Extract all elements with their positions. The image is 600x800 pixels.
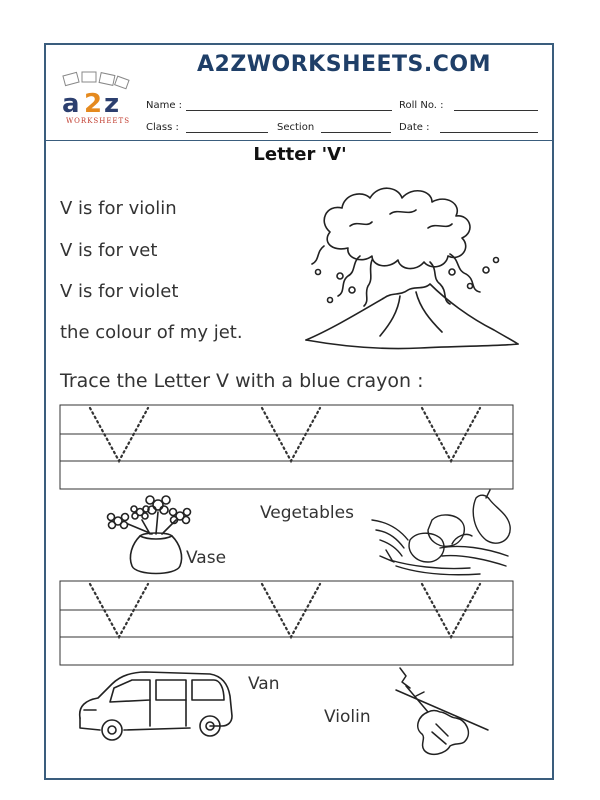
svg-text:2: 2 [84, 89, 103, 119]
section-line [321, 132, 391, 133]
class-line [186, 132, 268, 133]
logo-text: WORKSHEETS [65, 117, 131, 125]
name-line [186, 110, 392, 111]
trace-instruction: Trace the Letter V with a blue crayon : [60, 370, 424, 392]
rhyme-line-4: the colour of my jet. [60, 322, 243, 343]
vegetables-label: Vegetables [260, 503, 354, 523]
van-label: Van [248, 674, 280, 694]
date-field[interactable]: Date : [399, 122, 430, 133]
rhyme-line-3: V is for violet [60, 281, 179, 302]
a2z-logo [58, 70, 138, 126]
rhyme-line-1: V is for violin [60, 198, 177, 219]
violin-label: Violin [324, 707, 371, 727]
name-field[interactable]: Name : [146, 100, 183, 111]
header-divider [46, 140, 552, 141]
vase-label: Vase [186, 548, 227, 568]
roll-field[interactable]: Roll No. : [399, 100, 444, 111]
section-field[interactable]: Section [277, 122, 315, 133]
roll-line [454, 110, 538, 111]
svg-text:a: a [62, 89, 80, 119]
svg-text:z: z [104, 89, 120, 119]
site-title: A2ZWORKSHEETS.COM [196, 52, 491, 77]
rhyme-line-2: V is for vet [60, 240, 158, 261]
class-field[interactable]: Class : [146, 122, 179, 133]
date-line [440, 132, 538, 133]
worksheet-title: Letter 'V' [253, 144, 347, 165]
